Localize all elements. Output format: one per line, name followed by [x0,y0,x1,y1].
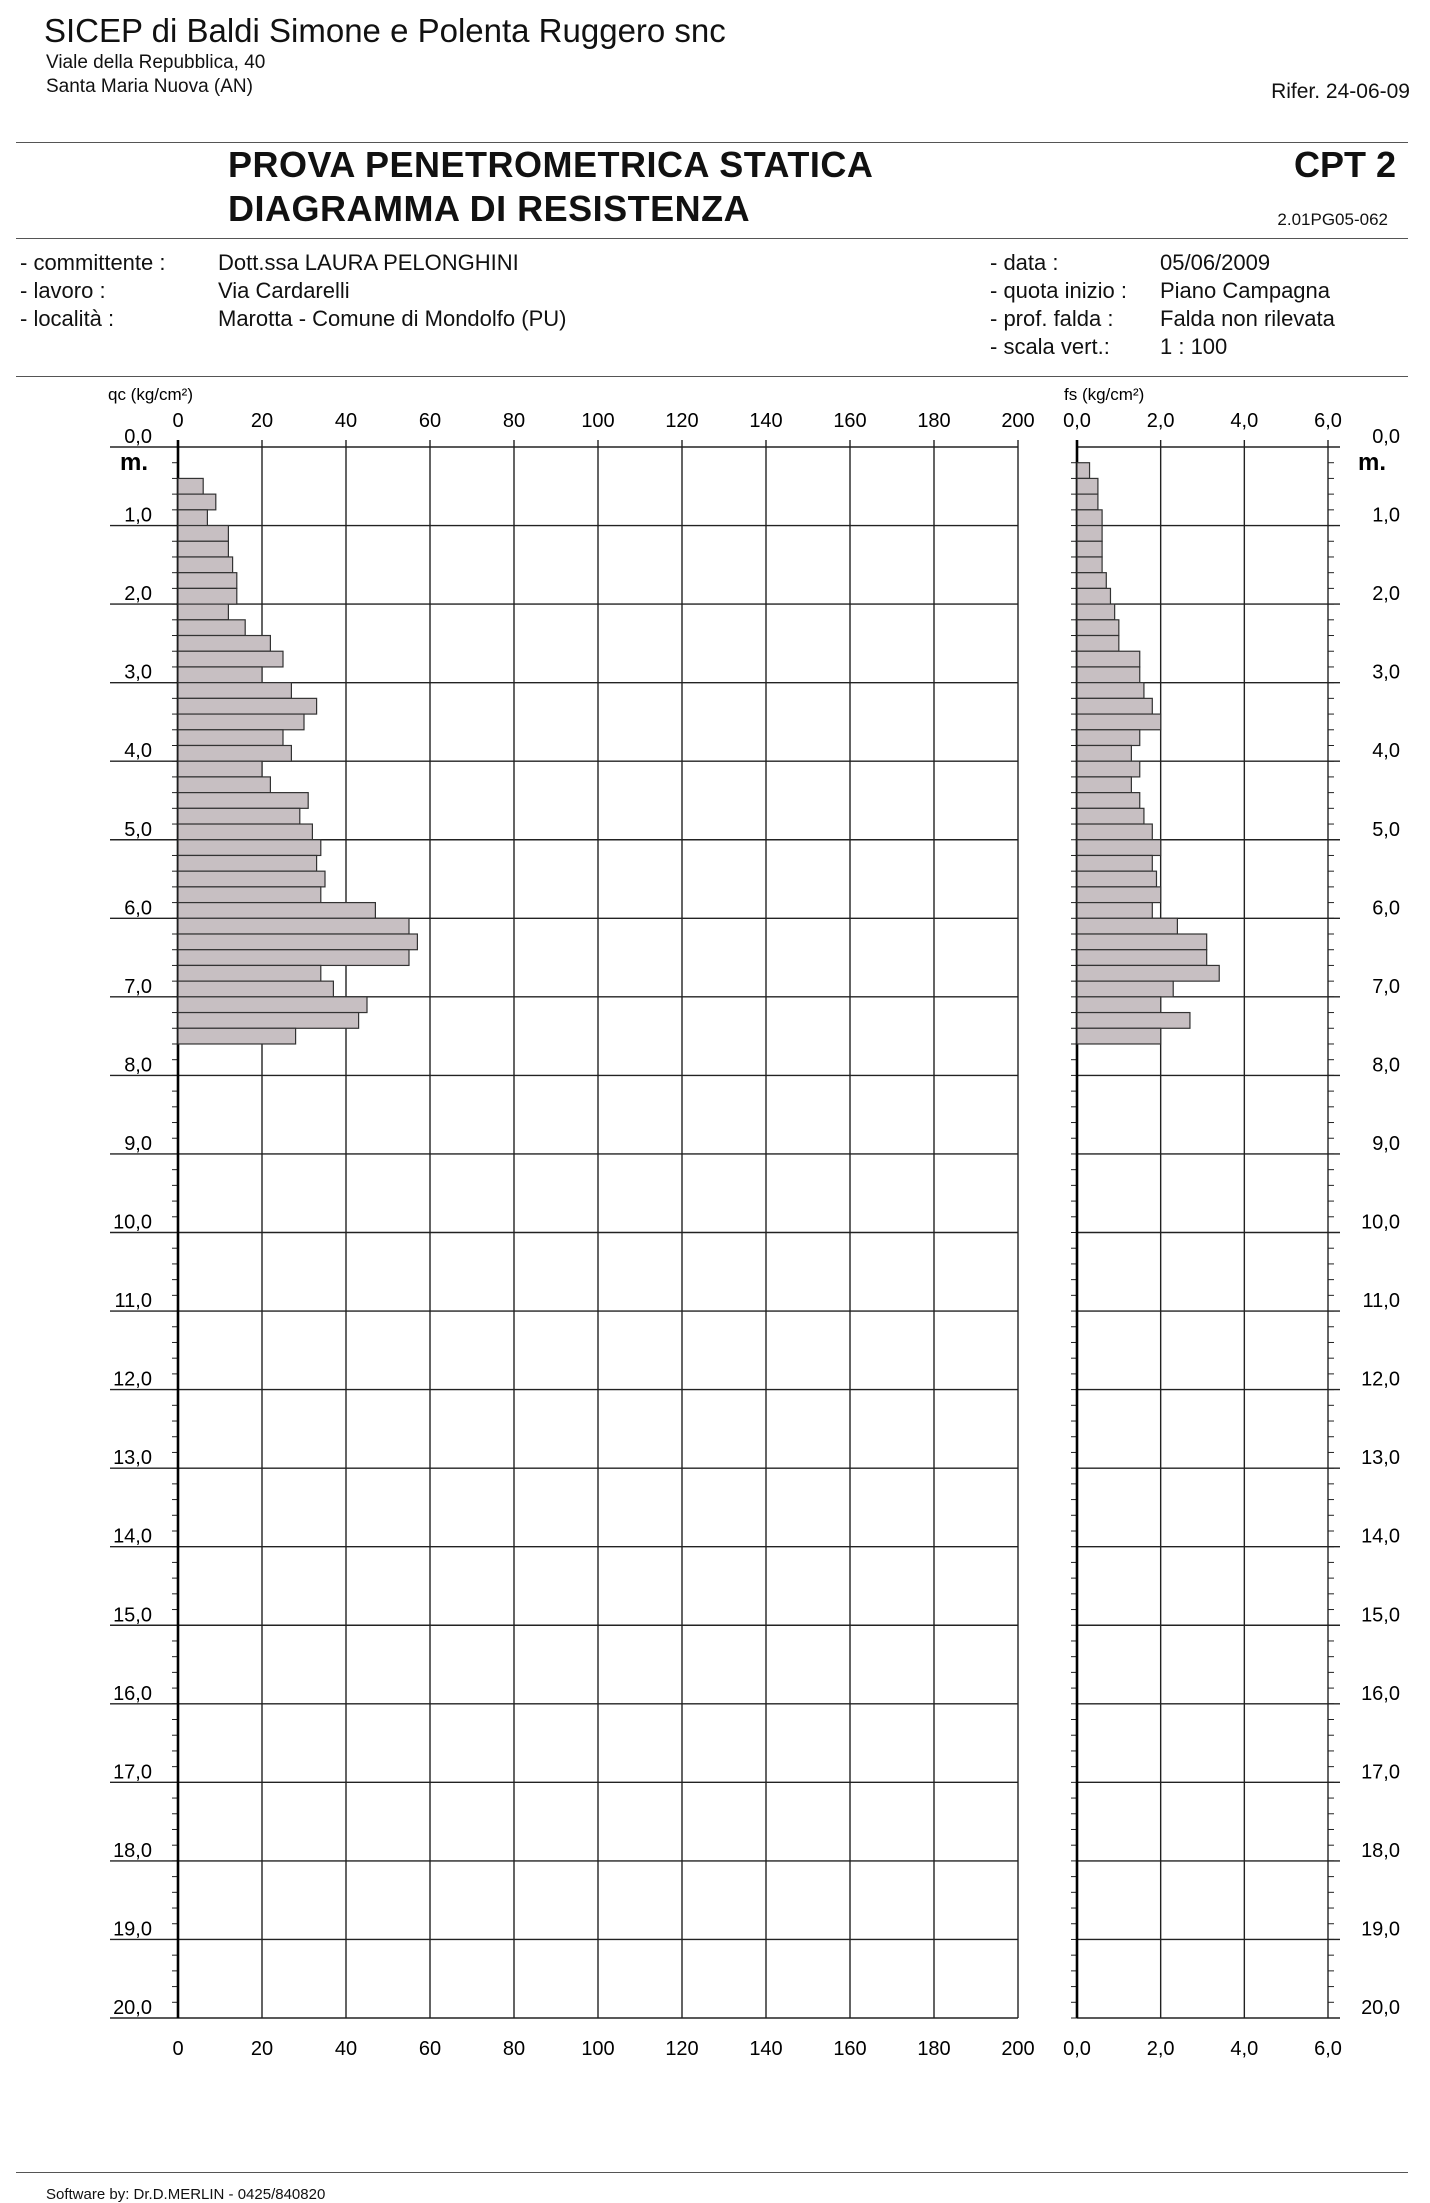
software-credit: Software by: Dr.D.MERLIN - 0425/840820 [46,2186,326,2203]
qc-xtick-top: 180 [917,410,951,432]
qc-bar [178,541,228,557]
qc-bar [178,651,283,667]
info-label-committente: - committente : [20,250,166,275]
fs-depth-label: 12,0 [1361,1368,1400,1391]
qc-xtick-top: 160 [833,410,867,432]
fs-bar [1077,981,1173,997]
fs-depth-label: 6,0 [1372,897,1400,920]
info-label-scala: - scala vert.: [990,334,1110,359]
fs-bar [1077,1028,1161,1044]
fs-bar [1077,1013,1190,1029]
fs-m-label: m. [1358,449,1387,476]
fs-bar [1077,478,1098,494]
fs-bar [1077,808,1144,824]
fs-bar [1077,777,1131,793]
qc-bar [178,903,375,919]
fs-xtick-bottom: 4,0 [1230,2038,1259,2060]
qc-depth-label: 5,0 [124,818,152,841]
fs-depth-label: 16,0 [1361,1682,1400,1705]
fs-bar [1077,918,1177,934]
qc-xtick-top: 100 [581,410,615,432]
qc-depth-label: 13,0 [113,1447,152,1470]
qc-depth-label: 14,0 [113,1525,152,1548]
fs-bar [1077,510,1102,526]
qc-bar [178,573,237,589]
title-line-2: DIAGRAMMA DI RESISTENZA [228,188,751,229]
qc-bar [178,636,270,652]
qc-xtick-bottom: 100 [581,2038,615,2060]
qc-xtick-bottom: 60 [418,2038,442,2060]
qc-bar [178,793,308,809]
fs-bar [1077,541,1102,557]
qc-depth-label: 17,0 [113,1761,152,1784]
fs-bar [1077,636,1119,652]
info-label-quota: - quota inizio : [990,278,1127,303]
info-label-lavoro: - lavoro : [20,278,106,303]
qc-bar [178,494,216,510]
fs-depth-label: 2,0 [1372,583,1400,606]
fs-depth-label: 18,0 [1361,1839,1400,1862]
info-value-localita: Marotta - Comune di Mondolfo (PU) [218,306,567,331]
fs-bar [1077,903,1152,919]
fs-bar [1077,557,1102,573]
qc-bar [178,604,228,620]
fs-depth-label: 10,0 [1361,1211,1400,1234]
info-value-data: 05/06/2009 [1160,250,1271,275]
fs-bar [1077,965,1219,981]
qc-bar [178,761,262,777]
qc-depth-label: 2,0 [124,583,152,606]
qc-bar [178,478,203,494]
fs-bar [1077,871,1156,887]
qc-bar [178,997,367,1013]
qc-bar [178,588,237,604]
title-line-1: PROVA PENETROMETRICA STATICA [228,144,874,185]
qc-bar [178,714,304,730]
qc-bar [178,683,291,699]
fs-depth-label: 5,0 [1372,818,1400,841]
fs-depth-label: 8,0 [1372,1054,1400,1077]
fs-bar [1077,651,1140,667]
fs-depth-label: 3,0 [1372,661,1400,684]
footer-divider [16,2172,1408,2173]
qc-bar [178,620,245,636]
qc-bar [178,526,228,542]
fs-depth-label: 1,0 [1372,504,1400,527]
fs-depth-label: 15,0 [1361,1604,1400,1627]
qc-depth-label: 0,0 [124,426,152,448]
job-code: 2.01PG05-062 [1277,210,1388,229]
qc-xtick-top: 60 [418,410,442,432]
qc-bar [178,557,233,573]
qc-xtick-bottom: 200 [1001,2038,1035,2060]
qc-bar [178,777,270,793]
qc-depth-label: 19,0 [113,1918,152,1941]
fs-xtick-top: 0,0 [1063,410,1091,432]
fs-depth-label: 9,0 [1372,1132,1400,1155]
fs-xtick-top: 6,0 [1314,410,1342,432]
qc-depth-label: 8,0 [124,1054,152,1077]
qc-depth-label: 10,0 [113,1211,152,1234]
qc-depth-label: 15,0 [113,1604,152,1627]
qc-depth-label: 16,0 [113,1682,152,1705]
qc-m-label: m. [120,449,149,476]
qc-xtick-top: 40 [334,410,358,432]
qc-depth-label: 20,0 [113,1997,152,2019]
fs-xtick-top: 4,0 [1230,410,1259,432]
fs-bar [1077,730,1140,746]
qc-xtick-bottom: 180 [917,2038,951,2060]
info-label-localita: - località : [20,306,115,331]
fs-bar [1077,573,1106,589]
fs-bar [1077,604,1115,620]
qc-xtick-top: 20 [250,410,274,432]
qc-bar [178,510,207,526]
fs-bar [1077,793,1140,809]
info-value-scala: 1 : 100 [1160,334,1228,359]
fs-bar [1077,463,1090,479]
fs-unit-label: fs (kg/cm²) [1064,385,1145,404]
fs-xtick-bottom: 0,0 [1063,2038,1091,2060]
fs-depth-label: 14,0 [1361,1525,1400,1548]
fs-xtick-top: 2,0 [1146,410,1175,432]
fs-depth-label: 7,0 [1372,975,1400,998]
fs-bar [1077,840,1161,856]
fs-xtick-bottom: 2,0 [1146,2038,1175,2060]
fs-bar [1077,761,1140,777]
qc-depth-label: 11,0 [114,1290,152,1313]
qc-depth-label: 7,0 [124,975,152,998]
qc-xtick-bottom: 20 [250,2038,274,2060]
fs-bar [1077,887,1161,903]
test-id: CPT 2 [1293,144,1396,185]
fs-bar [1077,950,1207,966]
fs-depth-label: 20,0 [1361,1997,1400,2019]
fs-bar [1077,745,1131,761]
fs-bar [1077,620,1119,636]
info-value-quota: Piano Campagna [1160,278,1331,303]
fs-bar [1077,997,1161,1013]
qc-depth-label: 4,0 [124,740,152,763]
fs-bar [1077,824,1152,840]
fs-bar [1077,683,1144,699]
fs-bar [1077,494,1098,510]
fs-bar [1077,526,1102,542]
fs-bar [1077,714,1161,730]
fs-bar [1077,855,1152,871]
qc-xtick-top: 80 [502,410,526,432]
qc-bar [178,950,409,966]
qc-bar [178,730,283,746]
qc-bar [178,1028,296,1044]
qc-xtick-bottom: 160 [833,2038,867,2060]
qc-bar [178,981,333,997]
qc-depth-label: 6,0 [124,897,152,920]
qc-bar [178,918,409,934]
qc-unit-label: qc (kg/cm²) [108,385,193,404]
info-value-committente: Dott.ssa LAURA PELONGHINI [218,250,519,275]
qc-bar [178,887,321,903]
info-label-falda: - prof. falda : [990,306,1114,331]
qc-xtick-bottom: 80 [502,2038,526,2060]
fs-bar [1077,588,1110,604]
qc-depth-label: 1,0 [124,504,152,527]
qc-bar [178,871,325,887]
qc-bar [178,934,417,950]
company-town: Santa Maria Nuova (AN) [46,76,253,97]
qc-xtick-top: 200 [1001,410,1035,432]
fs-depth-label: 0,0 [1372,426,1400,448]
company-address: Viale della Repubblica, 40 [46,52,266,73]
company-name: SICEP di Baldi Simone e Polenta Ruggero snc [44,12,726,49]
qc-depth-label: 3,0 [124,661,152,684]
qc-xtick-top: 0 [172,410,184,432]
info-value-falda: Falda non rilevata [1160,306,1335,331]
fs-bar [1077,698,1152,714]
fs-bar [1077,934,1207,950]
qc-bar [178,824,312,840]
qc-bar [178,667,262,683]
qc-xtick-top: 140 [749,410,783,432]
qc-bar [178,808,300,824]
qc-depth-label: 9,0 [124,1132,152,1155]
qc-xtick-top: 120 [665,410,699,432]
fs-depth-label: 17,0 [1361,1761,1400,1784]
qc-xtick-bottom: 40 [334,2038,358,2060]
qc-bar [178,855,317,871]
fs-xtick-bottom: 6,0 [1314,2038,1342,2060]
qc-depth-label: 12,0 [113,1368,152,1391]
qc-bar [178,965,321,981]
qc-bar [178,840,321,856]
qc-xtick-bottom: 120 [665,2038,699,2060]
qc-bar [178,745,291,761]
fs-depth-label: 19,0 [1361,1918,1400,1941]
fs-depth-label: 11,0 [1362,1290,1400,1313]
qc-bar [178,1013,359,1029]
qc-xtick-bottom: 0 [172,2038,184,2060]
qc-depth-label: 18,0 [113,1839,152,1862]
fs-bar [1077,667,1140,683]
fs-depth-label: 4,0 [1372,740,1400,763]
info-label-data: - data : [990,250,1059,275]
reference: Rifer. 24-06-09 [1271,80,1410,103]
qc-xtick-bottom: 140 [749,2038,783,2060]
fs-depth-label: 13,0 [1361,1447,1400,1470]
info-value-lavoro: Via Cardarelli [218,278,350,303]
qc-bar [178,698,317,714]
